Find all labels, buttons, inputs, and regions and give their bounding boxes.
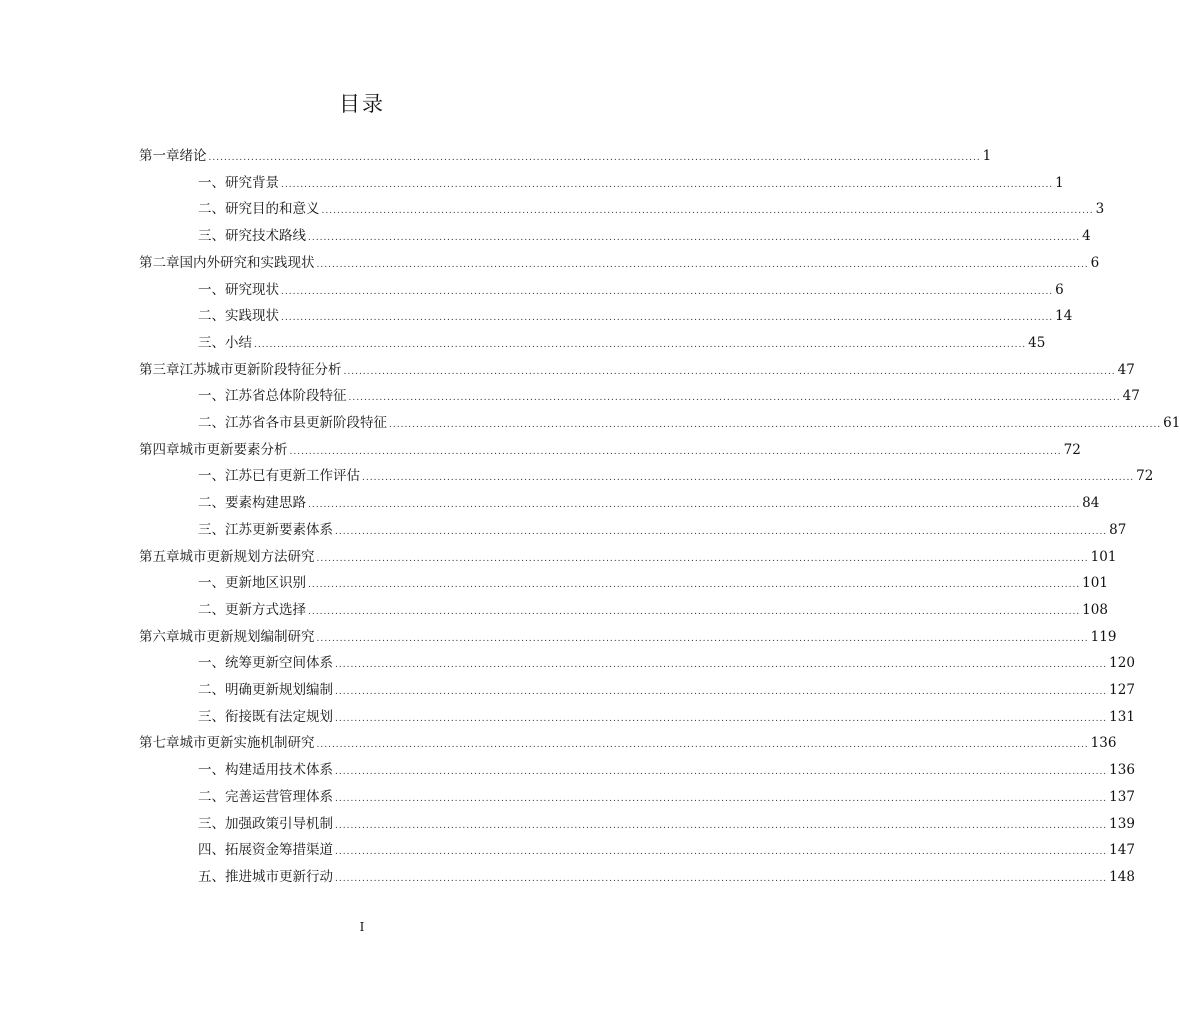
dot-leader: ........................................................................................................................................................................................................ <box>362 473 1135 484</box>
toc-entry-page-number: 131 <box>1109 708 1135 725</box>
toc-entry-page-number: 87 <box>1109 521 1127 538</box>
dot-leader: ........................................................................................................................................................................................................ <box>335 687 1108 697</box>
dot-leader: ........................................................................................................................................................................................................ <box>335 873 1108 884</box>
toc-entry-page-number: 72 <box>1136 468 1154 485</box>
toc-entry-title: 城市更新规划编制研究 <box>179 628 315 645</box>
toc-entry-title: 实践现状 <box>225 308 279 325</box>
dot-leader: ........................................................................................................................................................................................................ <box>348 393 1121 404</box>
dot-leader: ........................................................................................................................................................................................................ <box>254 339 1027 350</box>
toc-section-entry[interactable] <box>198 490 1100 512</box>
toc-section-entry[interactable] <box>198 704 1135 726</box>
toc-entry-title: 城市更新规划方法研究 <box>179 548 315 565</box>
page-number-footer: I <box>359 920 365 934</box>
toc-entry-number: 一、 <box>198 281 225 298</box>
toc-entry-page-number: 127 <box>1109 682 1135 698</box>
toc-entry-page-number: 61 <box>1163 415 1180 431</box>
toc-entry-page-number: 1 <box>982 148 992 164</box>
toc-entry-title: 构建适用技术体系 <box>225 762 333 779</box>
toc-entry-number: 二、 <box>198 495 225 512</box>
toc-section-entry[interactable] <box>198 811 1135 833</box>
toc-entry-number: 三、 <box>198 521 225 538</box>
toc-entry-title: 加强政策引导机制 <box>225 815 333 832</box>
toc-entry-page-number: 6 <box>1055 281 1064 298</box>
toc-entry-title: 江苏已有更新工作评估 <box>225 468 360 485</box>
toc-entry-page-number: 84 <box>1082 495 1100 512</box>
toc-entry-number: 第四章 <box>139 441 180 458</box>
toc-chapter-entry[interactable] <box>139 730 1117 752</box>
toc-entry-number: 一、 <box>198 575 225 592</box>
toc-entry-title: 江苏更新要素体系 <box>225 521 333 538</box>
toc-entry-title: 江苏城市更新阶段特征分析 <box>179 361 342 378</box>
dot-leader: ........................................................................................................................................................................................................ <box>308 606 1081 617</box>
toc-entry-number: 第七章 <box>139 735 180 752</box>
toc-chapter-entry[interactable] <box>139 624 1117 646</box>
toc-entry-title: 江苏省总体阶段特征 <box>225 388 347 405</box>
toc-section-entry[interactable] <box>198 837 1135 859</box>
toc-entry-page-number: 45 <box>1028 334 1046 351</box>
toc-entry-number: 二、 <box>198 201 225 218</box>
toc-entry-number: 三、 <box>198 815 225 832</box>
toc-entry-title: 城市更新实施机制研究 <box>179 735 315 752</box>
toc-entry-title: 研究技术路线 <box>225 228 306 245</box>
toc-entry-title: 江苏省各市县更新阶段特征 <box>225 415 387 431</box>
toc-entry-page-number: 47 <box>1122 388 1140 405</box>
dot-leader: ........................................................................................................................................................................................................ <box>343 366 1116 377</box>
toc-entry-page-number: 137 <box>1109 788 1135 805</box>
toc-chapter-entry[interactable] <box>139 544 1117 566</box>
toc-entry-page-number: 101 <box>1090 548 1117 565</box>
dot-leader: ........................................................................................................................................................................................................ <box>335 767 1108 778</box>
toc-entry-page-number: 14 <box>1055 308 1073 325</box>
dot-leader: ........................................................................................................................................................................................................ <box>335 526 1108 537</box>
dot-leader: ........................................................................................................................................................................................................ <box>316 633 1089 644</box>
toc-section-entry[interactable] <box>198 277 1064 299</box>
toc-section-entry[interactable] <box>198 196 1105 218</box>
toc-entry-page-number: 47 <box>1117 361 1135 378</box>
toc-entry-title: 更新地区识别 <box>225 575 306 592</box>
dot-leader: ........................................................................................................................................................................................................ <box>316 259 1089 270</box>
dot-leader: ........................................................................................................................................................................................................ <box>316 553 1089 564</box>
dot-leader: ........................................................................................................................................................................................................ <box>281 313 1054 324</box>
toc-entry-page-number: 139 <box>1109 815 1135 832</box>
toc-section-entry[interactable] <box>198 330 1046 352</box>
toc-entry-page-number: 3 <box>1095 201 1105 218</box>
dot-leader: ........................................................................................................................................................................................................ <box>335 793 1108 804</box>
dot-leader: ........................................................................................................................................................................................................ <box>281 286 1054 297</box>
toc-entry-number: 三、 <box>198 708 225 725</box>
toc-entry-title: 统筹更新空间体系 <box>225 655 333 672</box>
toc-section-entry[interactable] <box>198 170 1064 192</box>
dot-leader: ........................................................................................................................................................................................................ <box>316 740 1089 751</box>
toc-entry-title: 衔接既有法定规划 <box>225 708 333 725</box>
toc-entry-page-number: 148 <box>1109 868 1135 885</box>
toc-chapter-entry[interactable] <box>139 437 1081 459</box>
toc-section-entry[interactable] <box>198 784 1135 806</box>
toc-entry-number: 四、 <box>198 842 225 859</box>
toc-section-entry[interactable] <box>198 383 1140 405</box>
toc-entry-page-number: 101 <box>1082 575 1108 592</box>
dot-leader: ........................................................................................................................................................................................................ <box>321 206 1094 217</box>
toc-entry-title: 小结 <box>225 334 252 351</box>
dot-leader: ........................................................................................................................................................................................................ <box>281 179 1054 190</box>
toc-entry-title: 研究现状 <box>225 281 279 298</box>
toc-entry-page-number: 147 <box>1109 842 1135 859</box>
toc-section-entry[interactable] <box>198 410 1180 432</box>
toc-entry-number: 二、 <box>198 601 225 618</box>
toc-entry-number: 五、 <box>198 868 225 885</box>
dot-leader: ........................................................................................................................................................................................................ <box>289 446 1062 457</box>
toc-entry-number: 一、 <box>198 174 225 191</box>
toc-entry-title: 拓展资金筹措渠道 <box>225 842 333 859</box>
dot-leader: ........................................................................................................................................................................................................ <box>389 420 1162 430</box>
toc-section-entry[interactable] <box>198 303 1073 325</box>
toc-entry-title: 更新方式选择 <box>225 601 306 618</box>
dot-leader: ........................................................................................................................................................................................................ <box>308 500 1081 511</box>
dot-leader: ........................................................................................................................................................................................................ <box>308 233 1081 244</box>
dot-leader: ........................................................................................................................................................................................................ <box>335 660 1108 671</box>
toc-entry-number: 第二章 <box>139 254 180 271</box>
toc-entry-number: 第五章 <box>139 548 180 565</box>
toc-chapter-entry[interactable] <box>139 250 1100 272</box>
toc-entry-number: 第一章 <box>139 148 180 164</box>
toc-entry-number: 二、 <box>198 415 225 431</box>
toc-entry-page-number: 136 <box>1109 762 1135 779</box>
toc-section-entry[interactable] <box>198 757 1135 779</box>
toc-section-entry[interactable] <box>198 517 1127 539</box>
toc-section-entry[interactable] <box>198 597 1108 619</box>
dot-leader: ........................................................................................................................................................................................................ <box>335 820 1108 831</box>
toc-entry-number: 一、 <box>198 468 225 485</box>
toc-entry-number: 二、 <box>198 682 225 698</box>
toc-entry-title: 完善运营管理体系 <box>225 788 333 805</box>
toc-entry-number: 三、 <box>198 334 225 351</box>
toc-entry-page-number: 4 <box>1082 228 1091 245</box>
toc-entry-number: 一、 <box>198 388 225 405</box>
toc-section-entry[interactable] <box>198 570 1108 592</box>
toc-entry-title: 绪论 <box>179 148 207 164</box>
toc-section-entry[interactable] <box>198 650 1135 672</box>
toc-section-entry[interactable] <box>198 463 1154 485</box>
toc-entry-title: 要素构建思路 <box>225 495 306 512</box>
toc-entry-number: 三、 <box>198 228 225 245</box>
toc-entry-page-number: 108 <box>1082 601 1108 618</box>
dot-leader: ........................................................................................................................................................................................................ <box>335 713 1108 724</box>
toc-entry-page-number: 119 <box>1090 628 1117 645</box>
dot-leader: ........................................................................................................................................................................................................ <box>308 580 1081 591</box>
toc-entry-number: 一、 <box>198 762 225 779</box>
toc-entry-page-number: 72 <box>1063 441 1081 458</box>
toc-entry-title: 城市更新要素分析 <box>179 441 288 458</box>
toc-section-entry[interactable] <box>198 864 1135 886</box>
dot-leader: ........................................................................................................................................................................................................ <box>208 153 981 163</box>
toc-chapter-entry[interactable] <box>139 357 1135 379</box>
toc-entry-number: 二、 <box>198 788 225 805</box>
toc-entry-title: 研究背景 <box>225 174 279 191</box>
toc-entry-number: 二、 <box>198 308 225 325</box>
toc-entry-page-number: 1 <box>1055 174 1064 191</box>
toc-section-entry[interactable] <box>198 223 1091 245</box>
toc-entry-title: 明确更新规划编制 <box>225 682 333 698</box>
dot-leader: ........................................................................................................................................................................................................ <box>335 847 1108 858</box>
toc-entry-number: 第六章 <box>139 628 180 645</box>
toc-entry-page-number: 136 <box>1090 735 1117 752</box>
page-title: 目录 <box>339 92 385 116</box>
toc-entry-title: 研究目的和意义 <box>225 201 320 218</box>
toc-entry-number: 第三章 <box>139 361 180 378</box>
toc-entry-page-number: 6 <box>1090 254 1100 271</box>
toc-entry-title: 推进城市更新行动 <box>225 868 333 885</box>
toc-section-entry[interactable] <box>198 677 1135 699</box>
toc-entry-title: 国内外研究和实践现状 <box>179 254 315 271</box>
toc-entry-number: 一、 <box>198 655 225 672</box>
toc-entry-page-number: 120 <box>1109 655 1135 672</box>
toc-chapter-entry[interactable] <box>139 143 992 165</box>
